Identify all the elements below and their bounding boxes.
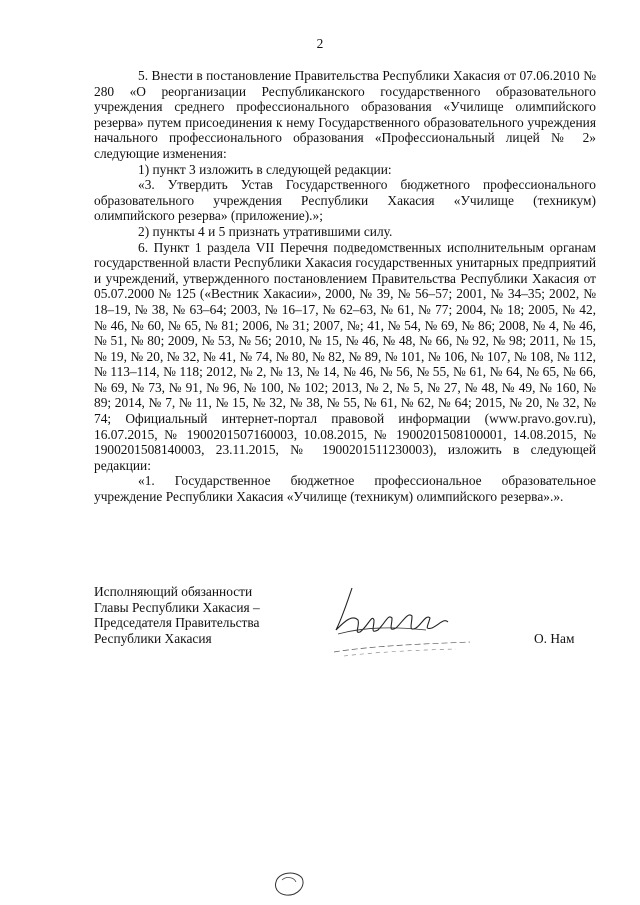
page-number: 2 bbox=[316, 36, 324, 51]
signatory-name: О. Нам bbox=[534, 631, 575, 646]
paragraph-subitem-2: 2) пункты 4 и 5 признать утратившими силу. bbox=[138, 223, 393, 239]
paragraph-quote-3: «3. Утвердить Устав Государственного бюджетного профессионального образовательного учреждения Республики Хакасия «Училище (техникум) олимпийского резерва» (приложение).»; bbox=[94, 177, 596, 224]
signatory-title-line: Исполняющий обязанности bbox=[94, 584, 253, 599]
paragraph-quote-1: «1. Государственное бюджетное профессиональное образовательное учреждение Республики Хакасия «Училище (техникум) олимпийского резерва».». bbox=[94, 473, 596, 505]
paragraph-item-5: 5. Внести в постановление Правительства Республики Хакасия от 07.06.2010 № 280 «О реорганизации Республиканского государственного образовательного учреждения среднего профессионального образования «Училище олимпийского резерва» путем присоединения к нему Государственного образовательного учреждения начального профессионального образования «Профессиональный лицей № 2» следующие изменения: bbox=[94, 68, 596, 161]
paragraph-subitem-1: 1) пункт 3 изложить в следующей редакции: bbox=[138, 161, 392, 177]
document-body bbox=[94, 68, 596, 505]
signatory-title-line: Председателя Правительства bbox=[94, 615, 260, 631]
handwritten-signature bbox=[330, 570, 480, 670]
paragraph-item-6: 6. Пункт 1 раздела VII Перечня подведомственных исполнительным органам государственной власти Республики Хакасия государственных унитарных предприятий и учреждений, утвержденного постановлением Правительства Республики Хакасия от 05.07.2000 № 125 («Вестник Хакасии», 2000, № 39, № 56–57; 2001, № 34–35; 2002, № 18–19, № 38, № 63–64; 2003, № 16–17, № 62–63, № 61, № 77; 2004, № 18; 2005, № 42, № 46, № 60, № 65, № 81; 2006, № 31; 2007, №; 41, № 54, № 69, № 86; 2008, № 4, № 46, № 51, № 80; 2009, № 53, № 56; 2010, № 15, № 46, № 48, № 66, № 92, № 98; 2011, № 15, № 19, № 20, № 32, № 41, № 74, № 80, № 82, № 89, № 101, № 106, № 107, № 108, № 112, № 113–114, № 118; 2012, № 2, № 13, № 14, № 46, № 56, № 55, № 61, № 64, № 65, № 66, № 69, № 73, № 91, № 96, № 100, № 102; 2013, № 2, № 5, № 27, № 48, № 49, № 160, № 89; 2014, № 7, № 11, № 15, № 32, № 38, № 55, № 61, № 62, № 64; 2015, № 20, № 32, № 74; Официальный интернет-портал правовой информации (www.pravo.gov.ru), 16.07.2015, № 1900201507160003, 10.08.2015, № 1900201508100001, 14.08.2015, № 1900201508140003, 23.11.2015, № 1900201511230003), изложить в следующей редакции: bbox=[94, 239, 596, 473]
stamp-mark bbox=[270, 866, 310, 900]
signatory-title-line: Республики Хакасия bbox=[94, 630, 212, 646]
signatory-title-line: Главы Республики Хакасия – bbox=[94, 599, 260, 615]
signatory-title bbox=[94, 584, 354, 646]
